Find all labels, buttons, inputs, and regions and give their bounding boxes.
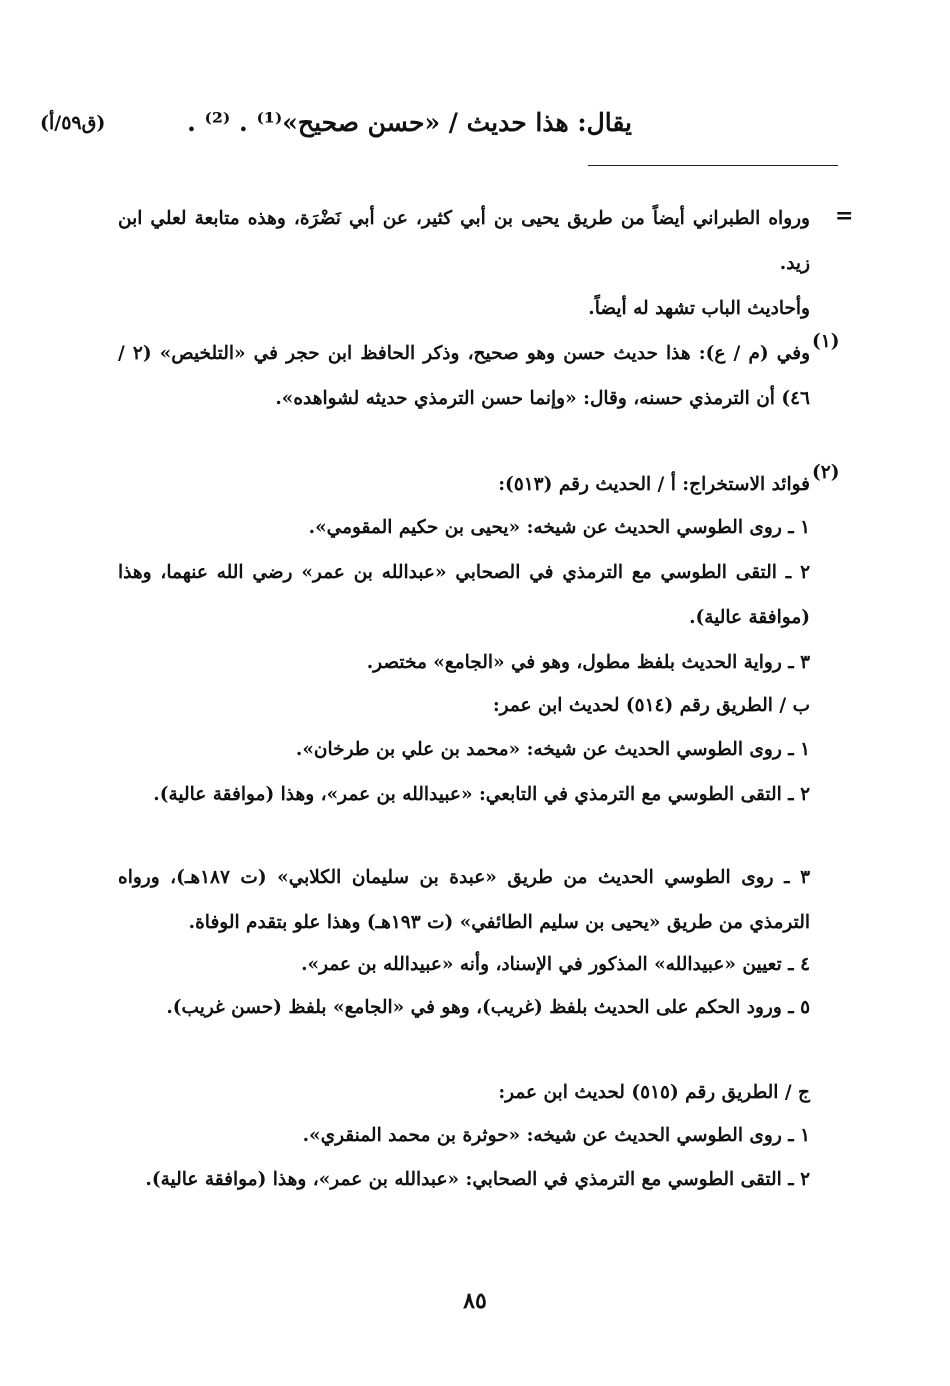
footnote-1-number: (١) [812, 331, 840, 352]
list-item: ٣ ـ روى الطوسي الحديث من طريق «عبدة بن سليمان الكلابي» (ت ١٨٧هـ)، ورواه الترمذي من طريق «يحيى بن سليم الطائفي» (ت ١٩٣هـ) وهذا علو بتقدم الوفاة. [118, 867, 810, 933]
continuation-paragraph: ورواه الطبراني أيضاً من طريق يحيى بن أبي كثير، عن أبي نَضْرَة، وهذه متابعة لعلي ابن زيد. [118, 208, 810, 274]
list-item: ٥ ـ ورود الحكم على الحديث بلفظ (غريب)، وهو في «الجامع» بلفظ (حسن غريب). [166, 997, 810, 1018]
header-text: يقال: هذا حديث / «حسن صحيح»⁽¹⁾ . ⁽²⁾ . [187, 108, 632, 137]
list-item: ١ ـ روى الطوسي الحديث عن شيخه: «يحيى بن حكيم المقومي». [308, 517, 810, 538]
footnote-2-number: (٢) [812, 462, 840, 483]
section-b-heading: ب / الطريق رقم (٥١٤) لحديث ابن عمر: [492, 695, 810, 716]
footnote-separator [588, 165, 838, 166]
list-item: ٣ ـ رواية الحديث بلفظ مطول، وهو في «الجامع» مختصر. [366, 652, 810, 673]
list-item: ٢ ـ التقى الطوسي مع الترمذي في الصحابي: «عبدالله بن عمر»، وهذا (موافقة عالية). [145, 1169, 810, 1190]
list-item: ١ ـ روى الطوسي الحديث عن شيخه: «حوثرة بن محمد المنقري». [302, 1125, 810, 1146]
page-number: ٨٥ [463, 1288, 487, 1314]
list-item: ١ ـ روى الطوسي الحديث عن شيخه: «محمد بن علي بن طرخان». [295, 739, 810, 760]
footnote-1-text: وفي (م / ع): هذا حديث حسن وهو صحيح، وذكر الحافظ ابن حجر في «التلخيص» (٢ / ٤٦) أن الترمذي حسنه، وقال: «وإنما حسن الترمذي حديثه لشواهده». [118, 343, 810, 409]
list-item: ٢ ـ التقى الطوسي مع الترمذي في الصحابي «عبدالله بن عمر» رضي الله عنهما، وهذا (موافقة عالية). [118, 562, 810, 628]
folio-reference: (ق٥٩/أ) [40, 112, 106, 134]
list-item: ٢ ـ التقى الطوسي مع الترمذي في التابعي: «عبيدالله بن عمر»، وهذا (موافقة عالية). [153, 784, 810, 805]
page-header [40, 108, 800, 148]
list-item: ٤ ـ تعيين «عبيدالله» المذكور في الإسناد، وأنه «عبيدالله بن عمر». [301, 954, 810, 975]
section-c-heading: ج / الطريق رقم (٥١٥) لحديث ابن عمر: [498, 1082, 810, 1103]
continuation-marker: = [835, 203, 854, 229]
continuation-line: وأحاديث الباب تشهد له أيضاً. [588, 298, 810, 319]
footnote-2-heading: فوائد الاستخراج: أ / الحديث رقم (٥١٣): [498, 474, 810, 495]
